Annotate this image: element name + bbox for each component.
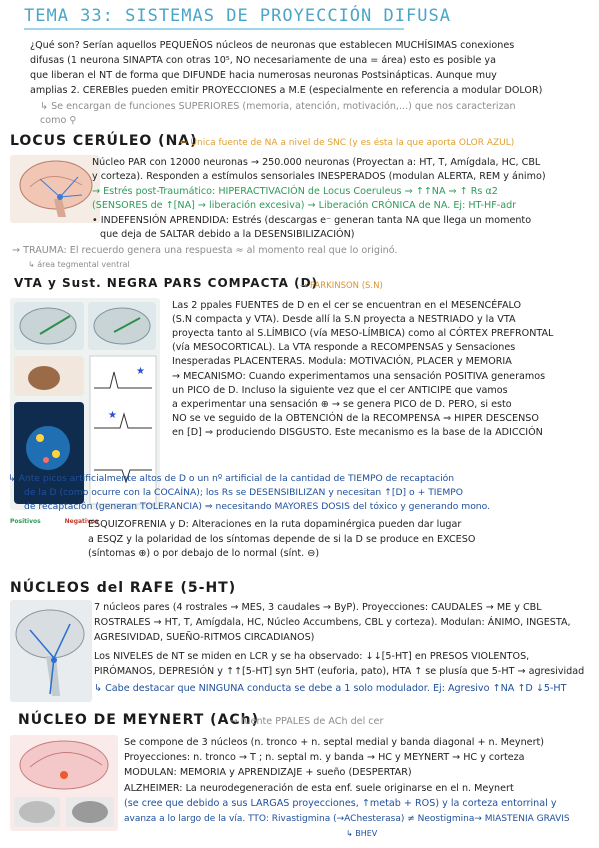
vta-abbrev-note: ↳ área tegmental ventral (28, 260, 130, 269)
intro-line-2: difusas (1 neurona SINAPTA con otras 10⁵, NO necesariamente de una = área) esto es posible ya (30, 55, 496, 66)
raphe-figure (10, 600, 92, 702)
intro-line-1: ¿Qué son? Serían aquellos PEQUEÑOS núcleos de neuronas que establecen MUCHÍSIMAS conexiones (30, 40, 515, 51)
title-underline (24, 28, 404, 30)
meynert-line-3: MODULAN: MEMORIA y APRENDIZAJE + sueño (DESPERTAR) (124, 767, 412, 778)
meynert-figure (10, 735, 118, 831)
vta-line-4: (vía MESOCORTICAL). La VTA responde a RECOMPENSAS y Sensaciones (172, 342, 516, 353)
meynert-line-7: ↳ BHEV (346, 829, 378, 838)
meynert-line-6: avanza a lo largo de la vía. TTO: Rivastigmina (→AChesterasa) ≠ Neostigmina→ MIASTENIA GRAVIS (124, 814, 570, 824)
intro-line-6: como ⚲ (40, 115, 77, 126)
vta-line-1: Las 2 ppales FUENTES de D en el cer se encuentran en el MESENCÉFALO (172, 300, 522, 311)
vta-line-3: proyecta tanto al S.LÍMBICO (vía MESO-LÍMBICA) como al CÓRTEX PREFRONTAL (172, 328, 554, 339)
vta-line-5: Inesperadas PLACENTERAS. Modula: MOTIVACIÓN, PLACER y MEMORIA (172, 356, 512, 367)
vta-line-13: de recaptación (generan TOLERANCIA) ⇒ necesitando MAYORES DOSIS del tóxico y generando mono. (24, 501, 491, 512)
locus-line-6: que deja de SALTAR debido a la DESENSIBILIZACIÓN) (100, 229, 355, 240)
meynert-line-1: Se compone de 3 núcleos (n. tronco + n. septal medial y banda diagonal + n. Meynert) (124, 737, 545, 748)
svg-text:★: ★ (108, 410, 117, 421)
locus-line-1: Núcleo PAR con 12000 neuronas → 250.000 neuronas (Proyectan a: HT, T, Amígdala, HC, CBL (92, 157, 541, 168)
locus-line-7: → TRAUMA: El recuerdo genera una respuesta ≈ al momento real que lo originó. (12, 245, 398, 256)
brain-locus-figure (10, 155, 100, 223)
vta-heading: VTA y Sust. NEGRA PARS COMPACTA (D) (14, 276, 319, 290)
svg-text:★: ★ (136, 366, 145, 377)
vta-line-10: en [D] ⇒ produciendo DISGUSTO. Este mecanismo es la base de la ADICCIÓN (172, 427, 543, 438)
rafe-line-1: 7 núcleos pares (4 rostrales → MES, 3 caudales → ByP). Proyecciones: CAUDALES → ME y CBL (94, 602, 542, 613)
intro-line-5: ↳ Se encargan de funciones SUPERIORES (memoria, atención, motivación,...) que nos caracterizan (40, 101, 516, 112)
meynert-heading: NÚCLEO DE MEYNERT (ACh) (18, 712, 260, 728)
locus-side-note: ← Única fuente de NA a nivel de SNC (y es ésta la que aporta OLOR AZUL) (180, 138, 515, 148)
rafe-heading: NÚCLEOS del RAFE (5-HT) (10, 580, 237, 596)
meynert-side-note: → fuente PPALES de ACh del cer (230, 716, 384, 727)
vta-line-6: → MECANISMO: Cuando experimentamos una sensación POSITIVA generamos (172, 371, 546, 382)
vta-side-note: → PARKINSON (S.N) (300, 281, 383, 291)
vta-line-9: NO se ve seguido de la OBTENCIÓN de la RECOMPENSA ⇒ HIPER DESCENSO (172, 413, 539, 424)
positive-label: Positivos (10, 518, 41, 525)
meynert-line-5: (se cree que debido a sus LARGAS proyecciones, ↑metab + ROS) y la corteza entorrinal y (124, 798, 557, 809)
vta-line-7: un PICO de D. Incluso la siguiente vez que el cer ANTICIPE que vamos (172, 385, 508, 396)
locus-line-2: y corteza). Responden a estímulos sensoriales INESPERADOS (modulan ALERTA, REM y ánimo) (92, 171, 546, 182)
locus-line-4: (SENSORES de ↑[NA] → liberación excesiva) → Liberación CRÓNICA de NA. Ej: HT-HF-adr (92, 200, 517, 211)
locus-line-3: → Estrés post-Traumático: HIPERACTIVACIÓN de Locus Coeruleus ⇒ ↑↑NA ⇒ ↑ Rs α2 (92, 186, 498, 197)
locus-heading: LOCUS CERÚLEO (NA) (10, 133, 198, 149)
vta-line-11: ↳ Ante picos artificialmente altos de D o un nº artificial de la cantidad de TIEMPO de recaptación (8, 473, 455, 484)
locus-line-5: • INDEFENSIÓN APRENDIDA: Estrés (descargas e⁻ generan tanta NA que llega un momento (92, 215, 532, 226)
vta-line-8: a experimentar una sensación ⊕ → se genera PICO de D. PERO, si esto (172, 399, 512, 410)
meynert-line-4: ALZHEIMER: La neurodegeneración de esta enf. suele originarse en el n. Meynert (124, 783, 514, 794)
rafe-line-2: ROSTRALES → HT, T, Amígdala, HC, Núcleo Accumbens, CBL y corteza). Modulan: ÁNIMO, INGESTA, (94, 617, 571, 628)
page-title: TEMA 33: SISTEMAS DE PROYECCIÓN DIFUSA (24, 6, 451, 26)
negative-label: Negativos (64, 518, 99, 525)
vta-line-12: de la D (como ocurre con la COCAÍNA); los Rs se DESENSIBILIZAN y necesitan ↑[D] o + TIEMPO (24, 487, 464, 498)
rafe-line-6: ↳ Cabe destacar que NINGUNA conducta se debe a 1 solo modulador. Ej: Agresivo ↑NA ↑D ↓5-HT (94, 683, 567, 694)
rafe-line-4: Los NIVELES de NT se miden en LCR y se ha observado: ↓↓[5-HT] en PRESOS VIOLENTOS, (94, 651, 530, 662)
vta-line-14: ESQUIZOFRENIA y D: Alteraciones en la ruta dopaminérgica pueden dar lugar (88, 519, 462, 530)
vta-line-16: (síntomas ⊕) o por debajo de lo normal (sínt. ⊖) (88, 548, 320, 559)
intro-line-3: que liberan el NT de forma que DIFUNDE hacia numerosas neuronas Postsinápticas. Aunque muy (30, 70, 497, 81)
rafe-line-5: PIRÓMANOS, DEPRESIÓN y ↑↑[5-HT] syn 5HT (euforia, pato), HTA ↑ se plusía que 5-HT → agresividad (94, 666, 585, 677)
rafe-line-3: AGRESIVIDAD, SUEÑO-RITMOS CIRCADIANOS) (94, 632, 315, 643)
intro-line-4: amplias 2. CEREBles pueden emitir PROYECCIONES a M.E (especialmente en referencia a modular DOLOR) (30, 85, 543, 96)
meynert-line-2: Proyecciones: n. tronco → T ; n. septal m. y banda → HC y MEYNERT → HC y corteza (124, 752, 525, 763)
vta-line-15: a ESQZ y la polaridad de los síntomas depende de si la D se produce en EXCESO (88, 534, 476, 545)
vta-line-2: (S.N compacta y VTA). Desde allí la S.N proyecta a NESTRIADO y la VTA (172, 314, 516, 325)
